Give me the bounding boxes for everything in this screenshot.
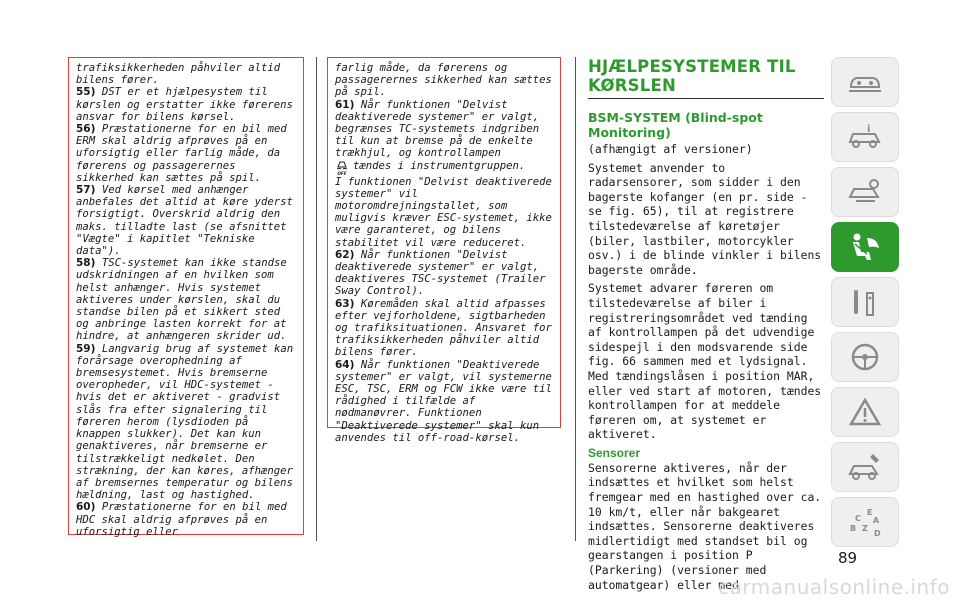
body-paragraph: Systemet anvender to radarsensorer, som sidder i den bagerste kofanger (en pr. side - se fig. 65), til at registrere tilstedeværelse af køretøjer (biler, lastbiler, motorcykler osv.) i de blinde vinkler i bilens bagerste område.: [588, 160, 822, 277]
page-number: 89: [838, 549, 858, 567]
body-paragraph: (afhængigt af versioner): [588, 142, 753, 156]
note-61-continued: I funktionen "Delvist deaktiverede systemer" vil motoromdrejningstallet, som muligvis kræver ESC-systemet, ikke være garanteret, og bilens stabilitet vil være reduceret.: [335, 175, 552, 249]
tab-tools[interactable]: [831, 277, 899, 327]
svg-text:B: B: [850, 524, 857, 533]
note-59: 59) Langvarig brug af systemet kan forårsage overophedning af bremsesystemet. Hvis bremserne overopheder, vil HDC-systemet - hvis det er aktiveret - gradvist slås fra efter signalering til føreren herom (lysdioden på knappen slukker). Det kan kun genaktiveres, når bremserne er tilstrækkeligt nedkølet. Den strækning, der kan køres, afhænger af bremsernes temperatur og bilens hældning, last og hastighed.: [76, 342, 294, 502]
main-text-column: [588, 57, 824, 596]
section-heading: HJÆLPESYSTEMER TIL KØRSLEN: [588, 57, 824, 99]
alphabetical-index-icon: [845, 505, 885, 539]
tab-keys[interactable]: [831, 167, 899, 217]
body-paragraph: Sensorerne aktiveres, når der indsættes et hvilket som helst fremgear med en hastighed over ca. 10 km/t, eller når bakgearet indsættes. Sensorerne deaktiveres midlertidigt med standset bil og gearstangen i position P (Parkering) (versioner med automatgear) eller med: [588, 460, 822, 592]
tab-emergency[interactable]: [831, 387, 899, 437]
svg-text:Z: Z: [862, 524, 868, 533]
note-63: 63) Køremåden skal altid afpasses efter vejforholdene, sigtbarheden og trafiksituationen. Ansvaret for trafiksikkerheden påhviler altid bilens fører.: [335, 297, 552, 359]
column-divider: [316, 57, 317, 541]
svg-text:D: D: [874, 529, 881, 538]
tab-car-info[interactable]: [831, 112, 899, 162]
note-61-icon-line: OFF tændes i instrumentgruppen.: [335, 160, 554, 176]
seat-airbag-safety-icon: [845, 230, 885, 264]
car-dashboard-icon: [845, 65, 885, 99]
note-58: 58) TSC-systemet kan ikke standse udskridningen af en hvilken som helst anhænger. Hvis systemet aktiveres under kørslen, skal du standse bilen på et sikkert sted og anbringe lasten korrekt for at hindre, at anhængeren skrider ud.: [76, 257, 287, 343]
watermark: carmanualsonline.info: [718, 575, 950, 599]
chapter-tabs: [831, 57, 901, 552]
note-60: 60) Præstationerne for en bil med HDC skal aldrig afprøves på en uforsigtig eller: [76, 501, 287, 538]
tab-driving[interactable]: [831, 332, 899, 382]
note-64: 64) Når funktionen "Deaktiverede systemer" er valgt, vil systemerne ESC, TSC, ERM og FCW ikke være til rådighed i tilfælde af nødmanøvrer. Funktionen "Deaktiverede systemer" skal kun anvendes til off-road-kørsel.: [335, 358, 552, 444]
safety-notes-box-left: [68, 57, 304, 538]
tab-safety[interactable]: [831, 222, 899, 272]
minor-heading: Sensorer: [588, 445, 641, 460]
note-continuation: farlig måde, da førerens og passagerernes sikkerhed kan sættes på spil.: [335, 62, 552, 99]
subsection-heading: BSM-SYSTEM (Blind-spot Monitoring): [588, 110, 763, 140]
note-55: 55) DST er et hjælpesystem til kørslen og erstatter ikke førerens ansvar for bilens kørsel.: [76, 86, 293, 123]
tab-dashboard[interactable]: [831, 57, 899, 107]
safety-notes-box-middle: [327, 57, 561, 444]
note-62: 62) Når funktionen "Delvist deaktiverede systemer" er valgt, deaktiveres TSC-systemet (Trailer Sway Control).: [335, 248, 546, 298]
svg-text:C: C: [855, 514, 861, 523]
car-keys-icon: [845, 175, 885, 209]
note-continuation: trafiksikkerheden påhviler altid bilens fører.: [76, 62, 281, 87]
body-paragraph: Systemet advarer føreren om tilstedeværelse af biler i registreringsområdet ved tænding af kontrollampen på det udvendige sidespejl i den modsvarende side fig. 66 sammen med et lydsignal. Med tændingslåsen i position MAR, eller ved start af motoren, tændes kontrollampen for at meddele føreren om, at systemet er aktiveret.: [588, 281, 822, 442]
car-info-icon: [845, 120, 885, 154]
svg-text:E: E: [867, 508, 873, 517]
car-tools-icon: [845, 285, 885, 319]
svg-text:A: A: [873, 516, 880, 525]
tab-service[interactable]: [831, 442, 899, 492]
column-divider: [575, 57, 576, 541]
note-56: 56) Præstationerne for en bil med ERM skal aldrig afprøves på en uforsigtig eller farlig måde, da førerens og passagerernes sikkerhed kan sættes på spil.: [76, 123, 287, 184]
esc-off-icon: [335, 160, 349, 176]
car-wrench-icon: [845, 450, 885, 484]
warning-triangle-icon: [845, 395, 885, 429]
steering-wheel-icon: [845, 340, 885, 374]
tab-index[interactable]: [831, 497, 899, 547]
svg-text:i: i: [867, 124, 871, 135]
note-57: 57) Ved kørsel med anhænger anbefales det altid at køre yderst forsigtigt. Overskrid aldrig den maks. tilladte last (se afsnittet "Vægte" i kapitlet "Tekniske data").: [76, 184, 293, 258]
svg-text:OFF: OFF: [337, 170, 347, 176]
note-61: 61) Når funktionen "Delvist deaktiverede systemer" er valgt, begrænses TC-systemets indgriben til kun at bremse på de enkelte trækhjul, og kontrollampen: [335, 98, 540, 160]
